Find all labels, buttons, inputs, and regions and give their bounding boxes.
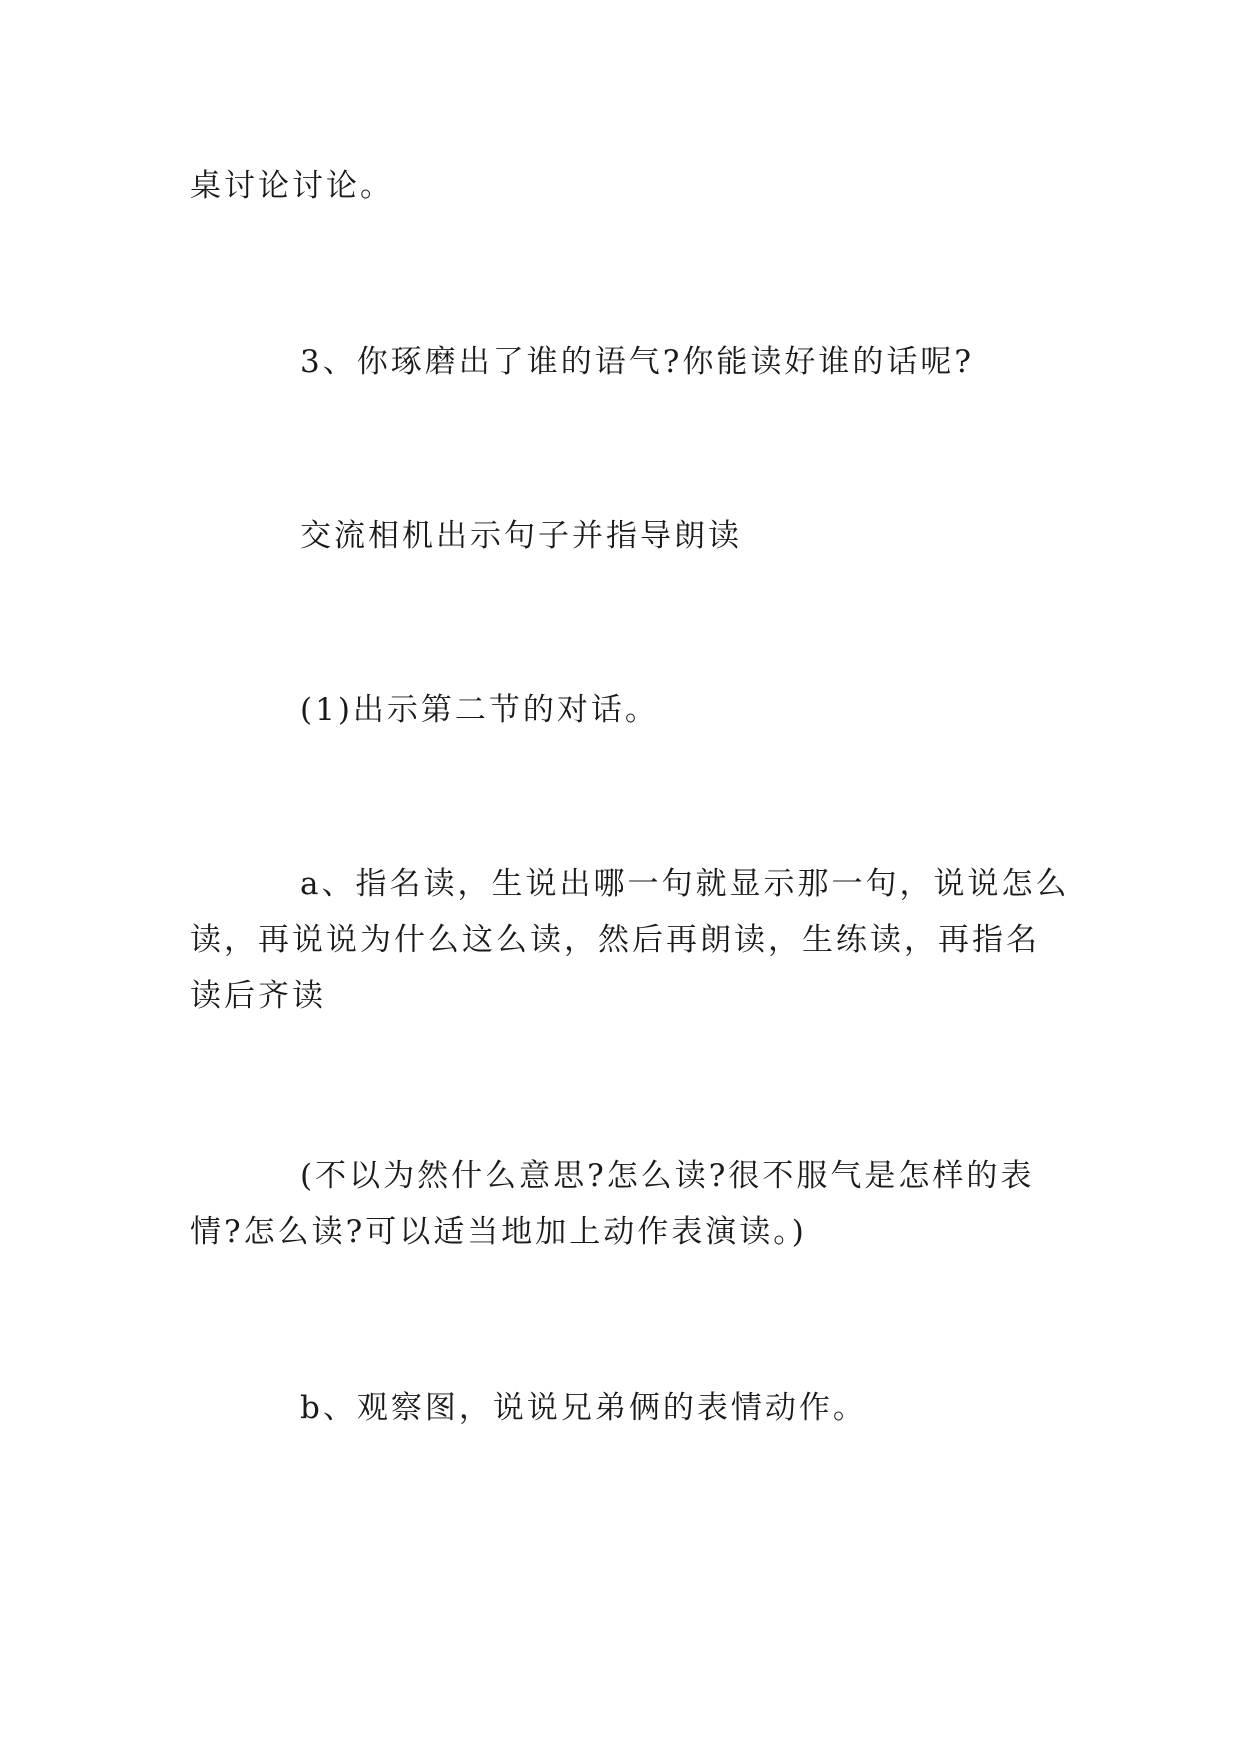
paragraph-step-b: b、观察图，说说兄弟俩的表情动作。 <box>300 1390 867 1426</box>
paragraph-step-1: (1)出示第二节的对话。 <box>300 692 659 728</box>
paragraph-continuation: 桌讨论讨论。 <box>190 168 394 204</box>
paragraph-step-a: a、指名读，生说出哪一句就显示那一句，说说怎么读，再说说为什么这么读，然后再朗读，生练读，再指名读后齐读 <box>190 866 1070 1014</box>
paragraph-note: (不以为然什么意思?怎么读?很不服气是怎样的表情?怎么读?可以适当地加上动作表演读。) <box>190 1158 1035 1250</box>
paragraph-exchange: 交流相机出示句子并指导朗读 <box>300 518 742 554</box>
paragraph-question-3: 3、你琢磨出了谁的语气?你能读好谁的话呢? <box>300 344 974 380</box>
